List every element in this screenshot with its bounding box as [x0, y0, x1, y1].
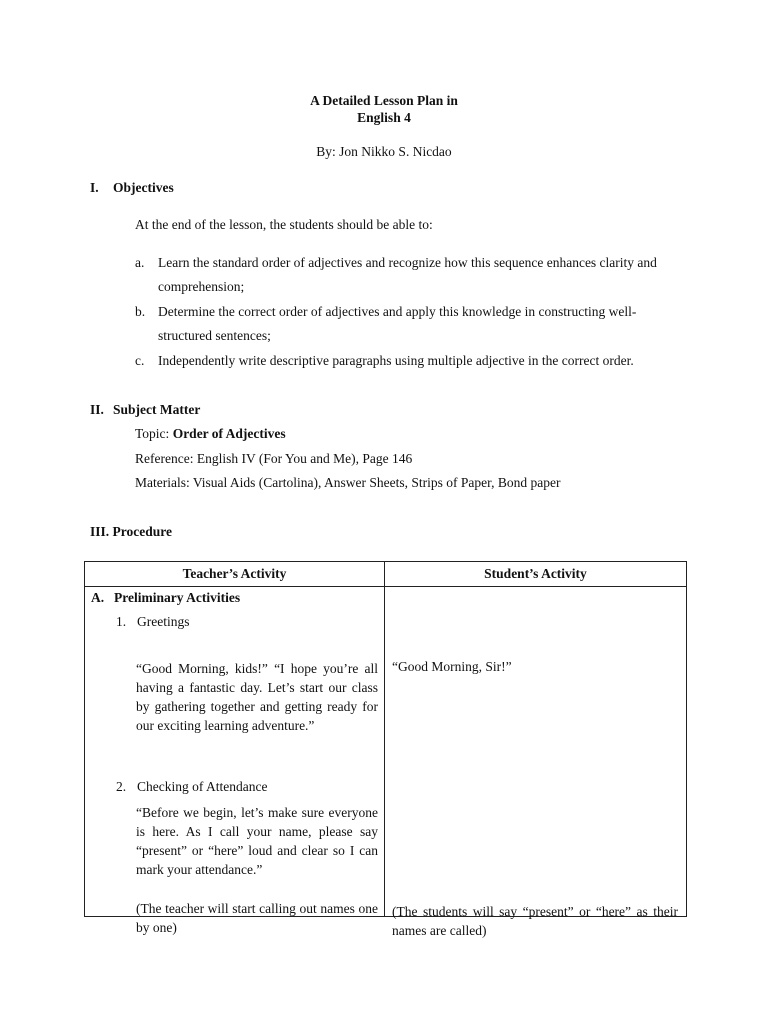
step2-marker: 2. [116, 779, 127, 794]
objectives-heading: Objectives [113, 180, 174, 195]
objective-b-line1: Determine the correct order of adjectives and apply this knowledge in constructing well- [158, 304, 637, 319]
topic-label: Topic: [135, 426, 173, 441]
table-header-row [85, 562, 687, 587]
subject-heading: Subject Matter [113, 402, 201, 417]
reference-line: Reference: English IV (For You and Me), Page 146 [135, 451, 413, 466]
objective-b-marker: b. [135, 304, 146, 319]
procedure-heading: III. Procedure [90, 524, 172, 539]
section-title: Preliminary Activities [114, 590, 241, 605]
objective-a-line1: Learn the standard order of adjectives and recognize how this sequence enhances clarity and [158, 255, 657, 270]
col-teacher-header: Teacher’s Activity [85, 562, 385, 587]
step1-teacher-text: “Good Morning, kids!” “I hope you’re all having a fantastic day. Let’s start our class by gathering together and getting ready for our exciting learning adventure.” [136, 661, 378, 733]
subject-numeral: II. [90, 402, 104, 417]
section-marker: A. [91, 590, 105, 605]
step1-marker: 1. [116, 614, 127, 629]
step2-teacher-text: “Before we begin, let’s make sure everyone is here. As I call your name, please say “present” or “here” loud and clear so I can mark your attendance.” [136, 805, 378, 877]
procedure-table [84, 561, 687, 938]
col-student-header: Student’s Activity [385, 562, 687, 587]
objective-b-line2: structured sentences; [158, 328, 271, 343]
objectives-numeral: I. [90, 180, 99, 195]
step2-student-text: (The students will say “present” or “here” as their names are called) [392, 904, 678, 938]
title-line-1: A Detailed Lesson Plan in [310, 93, 458, 108]
table-row [85, 587, 687, 917]
teacher-cell [85, 587, 385, 935]
step1-title: Greetings [137, 614, 190, 629]
topic-line [135, 426, 286, 442]
objective-a-line2: comprehension; [158, 279, 245, 294]
author-line: By: Jon Nikko S. Nicdao [316, 144, 452, 159]
materials-line: Materials: Visual Aids (Cartolina), Answer Sheets, Strips of Paper, Bond paper [135, 475, 561, 490]
objective-a-marker: a. [135, 255, 145, 270]
objective-c-marker: c. [135, 353, 145, 368]
step2-teacher-note: (The teacher will start calling out names one by one) [136, 901, 378, 935]
objective-c-line1: Independently write descriptive paragraphs using multiple adjective in the correct order. [158, 353, 634, 368]
title-line-2: English 4 [357, 110, 411, 125]
student-cell [385, 587, 687, 938]
topic-value: Order of Adjectives [172, 426, 286, 441]
objectives-intro: At the end of the lesson, the students should be able to: [135, 217, 433, 232]
step1-student-text: “Good Morning, Sir!” [392, 659, 512, 674]
step2-title: Checking of Attendance [137, 779, 268, 794]
